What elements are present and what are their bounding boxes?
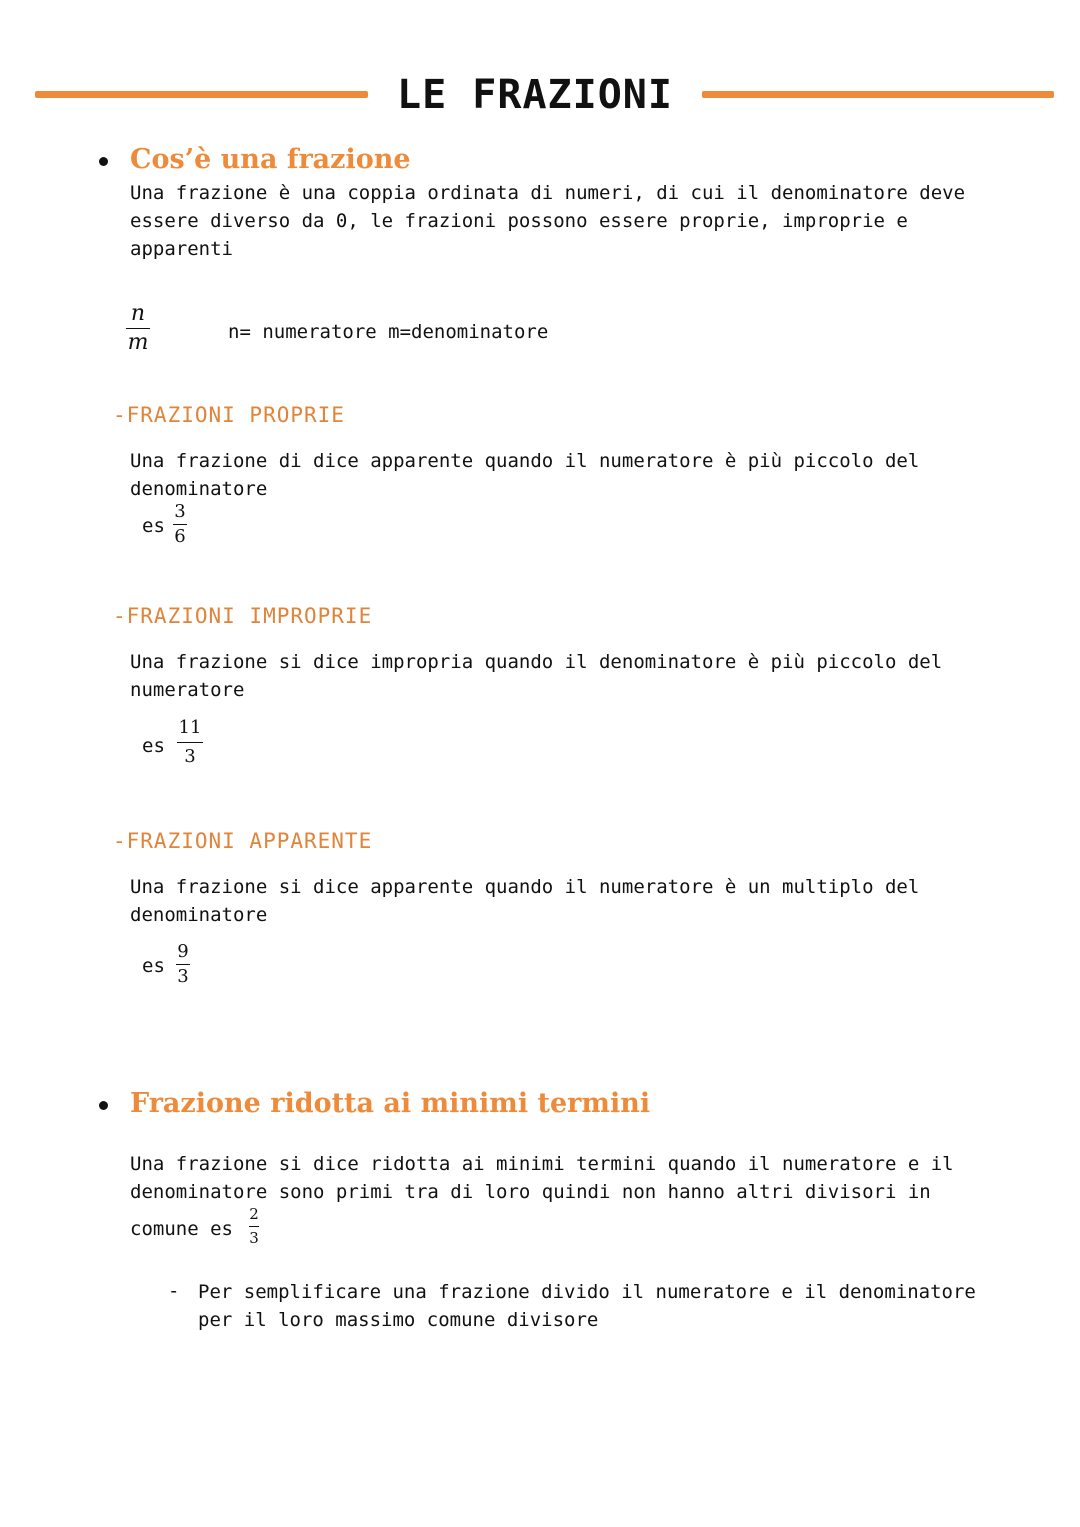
fraction-numerator: 2 <box>249 1205 259 1223</box>
bullet-icon <box>99 1101 108 1110</box>
fraction-numerator: n <box>130 301 146 326</box>
fraction-numerator: 11 <box>178 717 202 738</box>
minimi-line-2: denominatore sono primi tra di loro quindi non hanno altri divisori in <box>130 1181 931 1203</box>
subheading-improprie: -FRAZIONI IMPROPRIE <box>113 604 373 628</box>
apparente-es-label: es <box>142 955 165 977</box>
fraction-bar <box>126 328 150 329</box>
title-rule-left <box>35 91 368 98</box>
page-title: LE FRAZIONI <box>397 72 673 118</box>
improprie-line-1: Una frazione si dice impropria quando il denominatore è più piccolo del <box>130 651 943 673</box>
bullet-icon <box>99 157 108 166</box>
fraction-bar <box>177 742 203 743</box>
definition-line-1: Una frazione è una coppia ordinata di numeri, di cui il denominatore deve <box>130 182 966 204</box>
fraction-bar <box>176 964 190 965</box>
title-rule-right <box>702 91 1054 98</box>
list-dash: - <box>168 1280 180 1302</box>
apparente-line-1: Una frazione si dice apparente quando il numeratore è un multiplo del <box>130 876 920 898</box>
definition-line-2: essere diverso da 0, le frazioni possono essere proprie, improprie e <box>130 210 908 232</box>
proprie-example-fraction <box>173 502 187 547</box>
definition-line-3: apparenti <box>130 238 233 260</box>
fraction-denominator: 6 <box>174 525 186 547</box>
fraction-legend: n= numeratore m=denominatore <box>228 321 549 343</box>
fraction-bar <box>249 1226 259 1227</box>
fraction-numerator: 3 <box>174 501 186 522</box>
fraction-denominator: 3 <box>249 1228 259 1247</box>
fraction-numerator: 9 <box>177 941 189 962</box>
fraction-bar <box>173 524 187 525</box>
minimi-line-1: Una frazione si dice ridotta ai minimi termini quando il numeratore e il <box>130 1153 954 1175</box>
section-heading-minimi-termini: Frazione ridotta ai minimi termini <box>130 1088 651 1119</box>
apparente-line-2: denominatore <box>130 904 268 926</box>
section-heading-what-is-fraction: Cos’è una frazione <box>130 144 411 175</box>
proprie-line-2: denominatore <box>130 478 268 500</box>
minimi-example-fraction <box>249 1206 259 1246</box>
subheading-proprie: -FRAZIONI PROPRIE <box>113 403 345 427</box>
general-fraction <box>126 302 150 355</box>
apparente-example-fraction <box>176 942 190 987</box>
proprie-es-label: es <box>142 515 165 537</box>
simplify-note-line-1: Per semplificare una frazione divido il numeratore e il denominatore <box>198 1281 976 1303</box>
improprie-line-2: numeratore <box>130 679 245 701</box>
fraction-denominator: 3 <box>177 965 189 987</box>
simplify-note-line-2: per il loro massimo comune divisore <box>198 1309 599 1331</box>
improprie-example-fraction <box>177 718 203 767</box>
fraction-denominator: 3 <box>184 745 196 767</box>
proprie-line-1: Una frazione di dice apparente quando il numeratore è più piccolo del <box>130 450 920 472</box>
minimi-line-3: comune es <box>130 1218 233 1240</box>
fraction-denominator: m <box>127 330 149 356</box>
subheading-apparente: -FRAZIONI APPARENTE <box>113 829 373 853</box>
improprie-es-label: es <box>142 735 165 757</box>
